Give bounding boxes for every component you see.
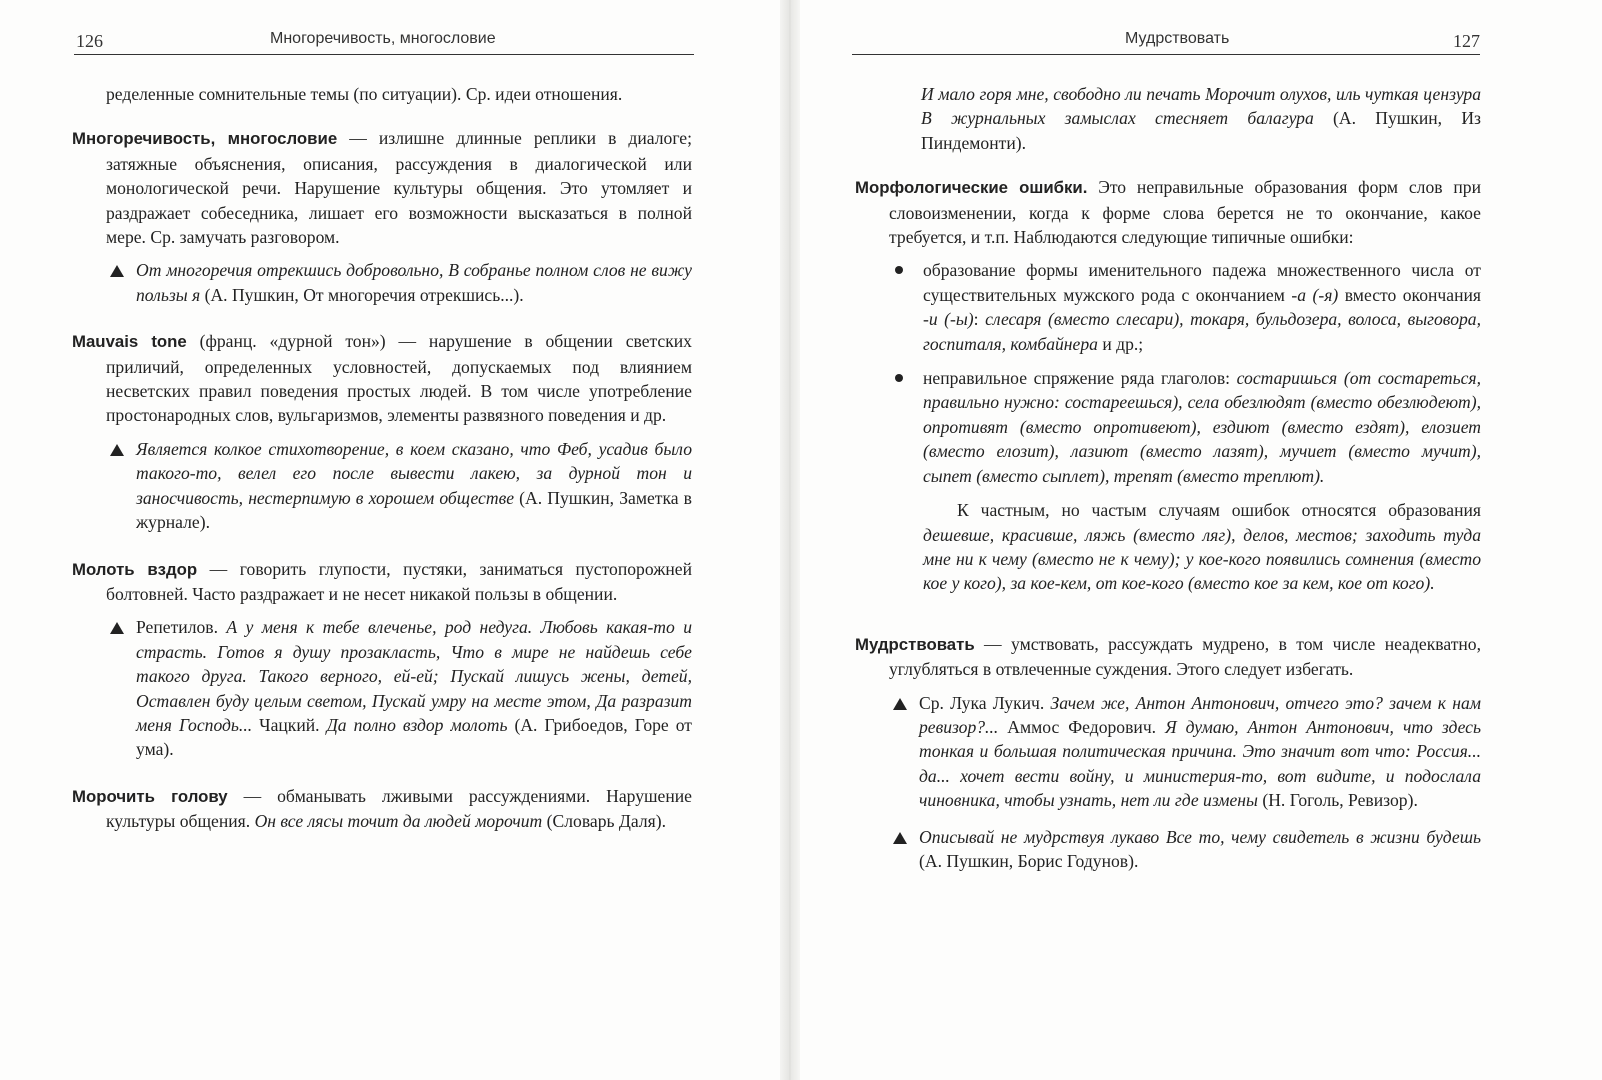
example-italic: А у меня к тебе влеченье, род недуга. Любовь какая-то и страсть. Готов я душу прозаклaсть, Что в мире не найдешь себе такого друга. Такого верного, ей-ей; Пускай лишусь жены, детей, Оставлен буду целым светом, Пускай умру на месте этом, Да разразит меня Господь... [136, 617, 692, 735]
entry-morfologicheskie-oshibki [855, 175, 1481, 249]
triangle-bullet-icon [110, 444, 124, 456]
entry-definition: — излишне длинные реплики в диалоге; затяжные объяснения, описания, рассуждения в диалогической или монологической речи. Нарушение культуры общения. Это утомляет и раздражает собеседника, лишает его возможности высказаться в полной мере. Ср. замучать разговором. [106, 128, 692, 248]
bullet-item [855, 258, 1481, 356]
definition-source: (Словарь Даля). [542, 811, 667, 832]
left-running-header [74, 24, 694, 55]
example-quote [72, 437, 692, 535]
entry-term: Mauvais tone [72, 332, 187, 352]
triangle-bullet-icon [110, 622, 124, 634]
example-source: (А. Пушкин, Борис Годунов). [919, 850, 1139, 871]
speaker-name: Аммос Федорович. [998, 716, 1166, 737]
quote-italic: И мало горя мне, свободно ли печать Морочит олухов, иль чуткая цензура В журнальных замыслах стесняет балагура [921, 84, 1481, 129]
entry-molot-vzdor [72, 557, 692, 607]
quote-source: (А. Пушкин, Из Пиндемонти). [921, 108, 1481, 153]
bullet-text: неправильное спряжение ряда глаголов: [923, 368, 1237, 389]
entry-definition: — умствовать, рассуждать мудрено, в том числе неадекватно, углубляться в отвлеченные суждения. Этого следует избегать. [889, 633, 1481, 680]
right-page [800, 0, 1602, 1080]
example-source: (А. Пушкин, Заметка в журнале). [136, 487, 692, 533]
right-running-title: Мудрствовать [1125, 30, 1230, 47]
example-quote [855, 825, 1481, 874]
entry-term: Морочить голову [72, 786, 228, 806]
paragraph-text: К частным, но частым случаям ошибок относятся образования [957, 500, 1481, 521]
example-quote [72, 258, 692, 307]
example-italic: Является колкое стихотворение, в коем сказано, что Феб, усадив было такого-то, велел его после вывести лакею, за дурной тон и заносчивость, нестерпимую в хорошем обществе [136, 438, 692, 508]
entry-morochit-golovu [72, 784, 692, 834]
example-source: (А. Пушкин, От многоречия отрекшись...). [200, 284, 524, 305]
entry-term: Молоть вздор [72, 559, 198, 579]
example-italic: Я думаю, Антон Антонович, что здесь тонкая и большая политическая причина. Это значит вот что: Россия... да... хочет вести войну, и министерия-то, вот видите, и подослала чиновника, чтобы узнать, нет ли где измены [919, 716, 1481, 811]
triangle-bullet-icon [893, 832, 907, 844]
example-italic: Да полно вздор молоть [326, 714, 508, 735]
entry-definition: — обманывать лживыми рассуждениями. Нарушение культуры общения. [106, 785, 692, 832]
right-page-number: 127 [1453, 31, 1480, 51]
additional-paragraph [855, 498, 1481, 596]
entry-term: Морфологические ошибки. [855, 178, 1088, 198]
speaker-name: Ср. Лука Лукич. [919, 692, 1051, 713]
bullet-italic: состаришься (от состареться, правильно нужно: состареешься), села обезлюдят (вместо обезлюдеют), опротивят (вместо опротивеют), ездиют (вместо ездят), елозиет (вместо елозит), лазиют (вместо лазят), мучиет (вместо мучит), сыпет (вместо сыплет), трепят (вместо треплют). [923, 368, 1482, 486]
entry-definition: — говорить глупости, пустяки, заниматься пустопорожней болтовней. Часто раздражает и не несет никакой пользы в общении. [106, 558, 692, 604]
example-dialogue [855, 691, 1481, 813]
entry-mudrstvovat [855, 632, 1481, 682]
example-dialogue [72, 615, 692, 761]
right-page-content [855, 82, 1481, 885]
bullet-text: вместо окончания [1338, 284, 1481, 305]
example-italic: От многоречия отрекшись добровольно, В собранье полном слов не вижу пользы я [136, 260, 692, 305]
paragraph-italic: дешевше, красивше, ляжь (вместо ляг), делов, местов; заходить туда мне ни к чему (вместо не к чему); у кое-кого появились сомнения (вместо кое у кого), за кое-кем, от кое-кого (вместо кое за кем, кое от кого). [923, 524, 1481, 594]
bullet-dot-icon [895, 374, 903, 382]
right-running-header [852, 24, 1480, 55]
example-italic: Описывай не мудрствуя лукаво Все то, чему свидетель в жизни будешь [919, 826, 1481, 847]
example-source: (А. Грибоедов, Горе от ума). [136, 714, 692, 760]
entry-term: Многоречивость, многословие [72, 129, 338, 149]
entry-mnogorechivost [72, 126, 692, 249]
triangle-bullet-icon [110, 265, 124, 277]
left-page [0, 0, 780, 1080]
bullet-text: : [973, 309, 986, 330]
bullet-italic: слесаря (вместо слесари), токаря, бульдозера, волоса, выговора, госпиталя, комбайнера [923, 309, 1481, 354]
continuation-quote [855, 82, 1481, 155]
bullet-text: образование формы именительного падежа множественного числа от существительных мужского рода с окончанием [923, 260, 1481, 305]
entry-definition: Это неправильные образования форм слов при словоизменении, когда к форме слова берется не то окончание, какое требуется, и т.п. Наблюдаются следующие типичные ошибки: [889, 177, 1481, 248]
left-page-number: 126 [76, 31, 103, 51]
speaker-name: Чацкий. [252, 714, 327, 735]
example-source: (Н. Гоголь, Ревизор). [1257, 790, 1418, 811]
continuation-text: ределенные сомнительные темы (по ситуации). Ср. идеи отношения. [106, 84, 623, 104]
speaker-name: Репетилов. [136, 617, 227, 638]
bullet-item [855, 366, 1481, 488]
left-page-content [72, 82, 692, 843]
bullet-text: и др.; [1097, 333, 1144, 354]
entry-definition: (франц. «дурной тон») — нарушение в общении светских приличий, определенных условностей, допускаемых под влиянием несветских правил поведения простых людей. В том числе употребление простонародных слов, вульгаризмов, элементы развязного поведения и др. [106, 331, 692, 426]
entry-term: Мудрствовать [855, 634, 975, 654]
definition-italic: Он все лясы точит да людей морочит [254, 811, 543, 832]
bullet-italic: -и (-ы) [923, 309, 974, 330]
triangle-bullet-icon [893, 698, 907, 710]
bullet-dot-icon [895, 266, 903, 274]
entry-mauvais-tone [72, 329, 692, 428]
bullet-italic: -а (-я) [1291, 284, 1339, 305]
example-italic: Зачем же, Антон Антонович, отчего это? зачем к нам ревизор?... [919, 692, 1481, 737]
book-gutter [780, 0, 800, 1080]
left-running-title: Многоречивость, многословие [270, 30, 496, 47]
